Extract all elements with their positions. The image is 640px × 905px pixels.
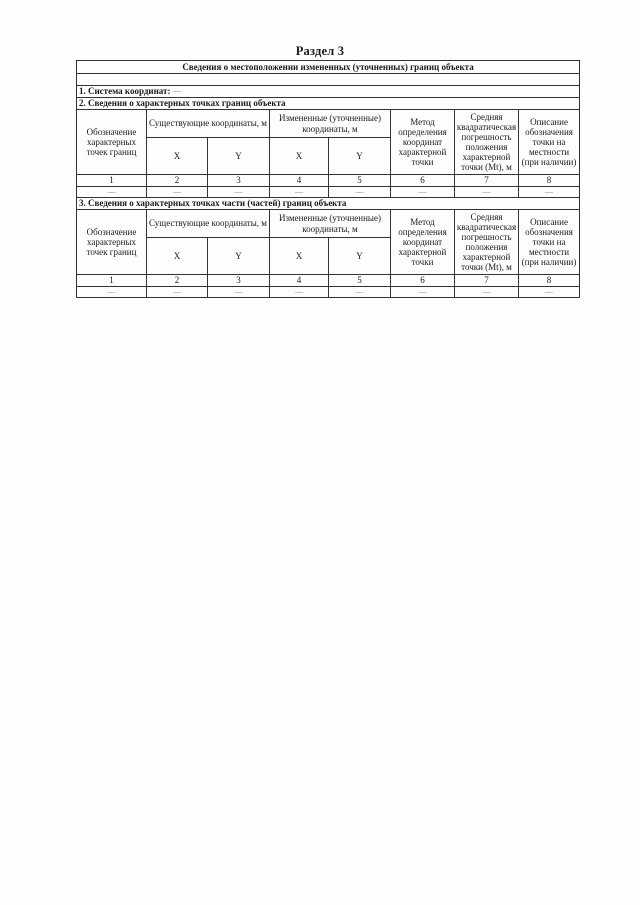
boundary-table bbox=[76, 60, 580, 298]
column-number: 5 bbox=[329, 275, 391, 287]
column-number: 4 bbox=[270, 275, 329, 287]
table-cell: — bbox=[77, 187, 147, 198]
column-number: 7 bbox=[455, 175, 519, 187]
header-method: Метод определения координат характерной точки bbox=[391, 210, 455, 275]
header-x-existing: X bbox=[147, 238, 208, 275]
table-cell: — bbox=[77, 287, 147, 298]
column-number: 5 bbox=[329, 175, 391, 187]
column-number: 8 bbox=[519, 275, 580, 287]
column-number: 6 bbox=[391, 175, 455, 187]
block1-heading-row bbox=[77, 98, 580, 110]
header-method: Метод определения координат характерной точки bbox=[391, 110, 455, 175]
table-cell: — bbox=[455, 287, 519, 298]
column-number: 4 bbox=[270, 175, 329, 187]
table-cell: — bbox=[208, 287, 270, 298]
section-title: Раздел 3 bbox=[295, 44, 345, 58]
column-number: 2 bbox=[147, 175, 208, 187]
header-x-changed: X bbox=[270, 238, 329, 275]
table-cell: — bbox=[455, 187, 519, 198]
coord-system-label: 1. Система координат: bbox=[79, 86, 171, 97]
table-cell: — bbox=[329, 187, 391, 198]
table-cell: — bbox=[147, 187, 208, 198]
table-cell: — bbox=[391, 287, 455, 298]
table-cell: — bbox=[329, 287, 391, 298]
block2-heading-row bbox=[77, 198, 580, 210]
table-row bbox=[77, 187, 580, 198]
header-designation: Обозначение характерных точек границ bbox=[77, 210, 147, 275]
coord-system-value: — bbox=[172, 86, 182, 97]
header-x-changed: X bbox=[270, 138, 329, 175]
table-title: Сведения о местоположении измененных (уточненных) границ объекта bbox=[77, 61, 580, 74]
header-changed: Измененные (уточненные) координаты, м bbox=[270, 110, 391, 138]
table-cell: — bbox=[208, 187, 270, 198]
header-y-existing: Y bbox=[208, 238, 270, 275]
block2-heading: 3. Сведения о характерных точках части (частей) границ объекта bbox=[77, 198, 580, 210]
coord-system-row bbox=[77, 86, 580, 98]
table-title-row bbox=[77, 61, 580, 74]
header-error: Средняя квадратическая погрешность положения характерной точки (Mt), м bbox=[455, 110, 519, 175]
header-x-existing: X bbox=[147, 138, 208, 175]
block2-column-numbers bbox=[77, 275, 580, 287]
column-number: 2 bbox=[147, 275, 208, 287]
header-designation: Обозначение характерных точек границ bbox=[77, 110, 147, 175]
table-cell: — bbox=[147, 287, 208, 298]
column-number: 7 bbox=[455, 275, 519, 287]
table-cell: — bbox=[391, 187, 455, 198]
column-number: 1 bbox=[77, 275, 147, 287]
table-row bbox=[77, 287, 580, 298]
blank-row bbox=[77, 74, 580, 86]
header-description: Описание обозначения точки на местности (при наличии) bbox=[519, 110, 580, 175]
block1-heading: 2. Сведения о характерных точках границ объекта bbox=[77, 98, 580, 110]
column-number: 8 bbox=[519, 175, 580, 187]
block1-column-numbers bbox=[77, 175, 580, 187]
column-number: 3 bbox=[208, 175, 270, 187]
column-number: 3 bbox=[208, 275, 270, 287]
header-y-changed: Y bbox=[329, 238, 391, 275]
header-y-existing: Y bbox=[208, 138, 270, 175]
block2-header-row-1 bbox=[77, 210, 580, 238]
header-y-changed: Y bbox=[329, 138, 391, 175]
table-cell: — bbox=[519, 187, 580, 198]
header-changed: Измененные (уточненные) координаты, м bbox=[270, 210, 391, 238]
table-cell: — bbox=[270, 187, 329, 198]
header-description: Описание обозначения точки на местности (при наличии) bbox=[519, 210, 580, 275]
header-error: Средняя квадратическая погрешность положения характерной точки (Mt), м bbox=[455, 210, 519, 275]
block1-header-row-1 bbox=[77, 110, 580, 138]
header-existing: Существующие координаты, м bbox=[147, 110, 270, 138]
table-cell: — bbox=[519, 287, 580, 298]
table-cell: — bbox=[270, 287, 329, 298]
column-number: 6 bbox=[391, 275, 455, 287]
column-number: 1 bbox=[77, 175, 147, 187]
header-existing: Существующие координаты, м bbox=[147, 210, 270, 238]
